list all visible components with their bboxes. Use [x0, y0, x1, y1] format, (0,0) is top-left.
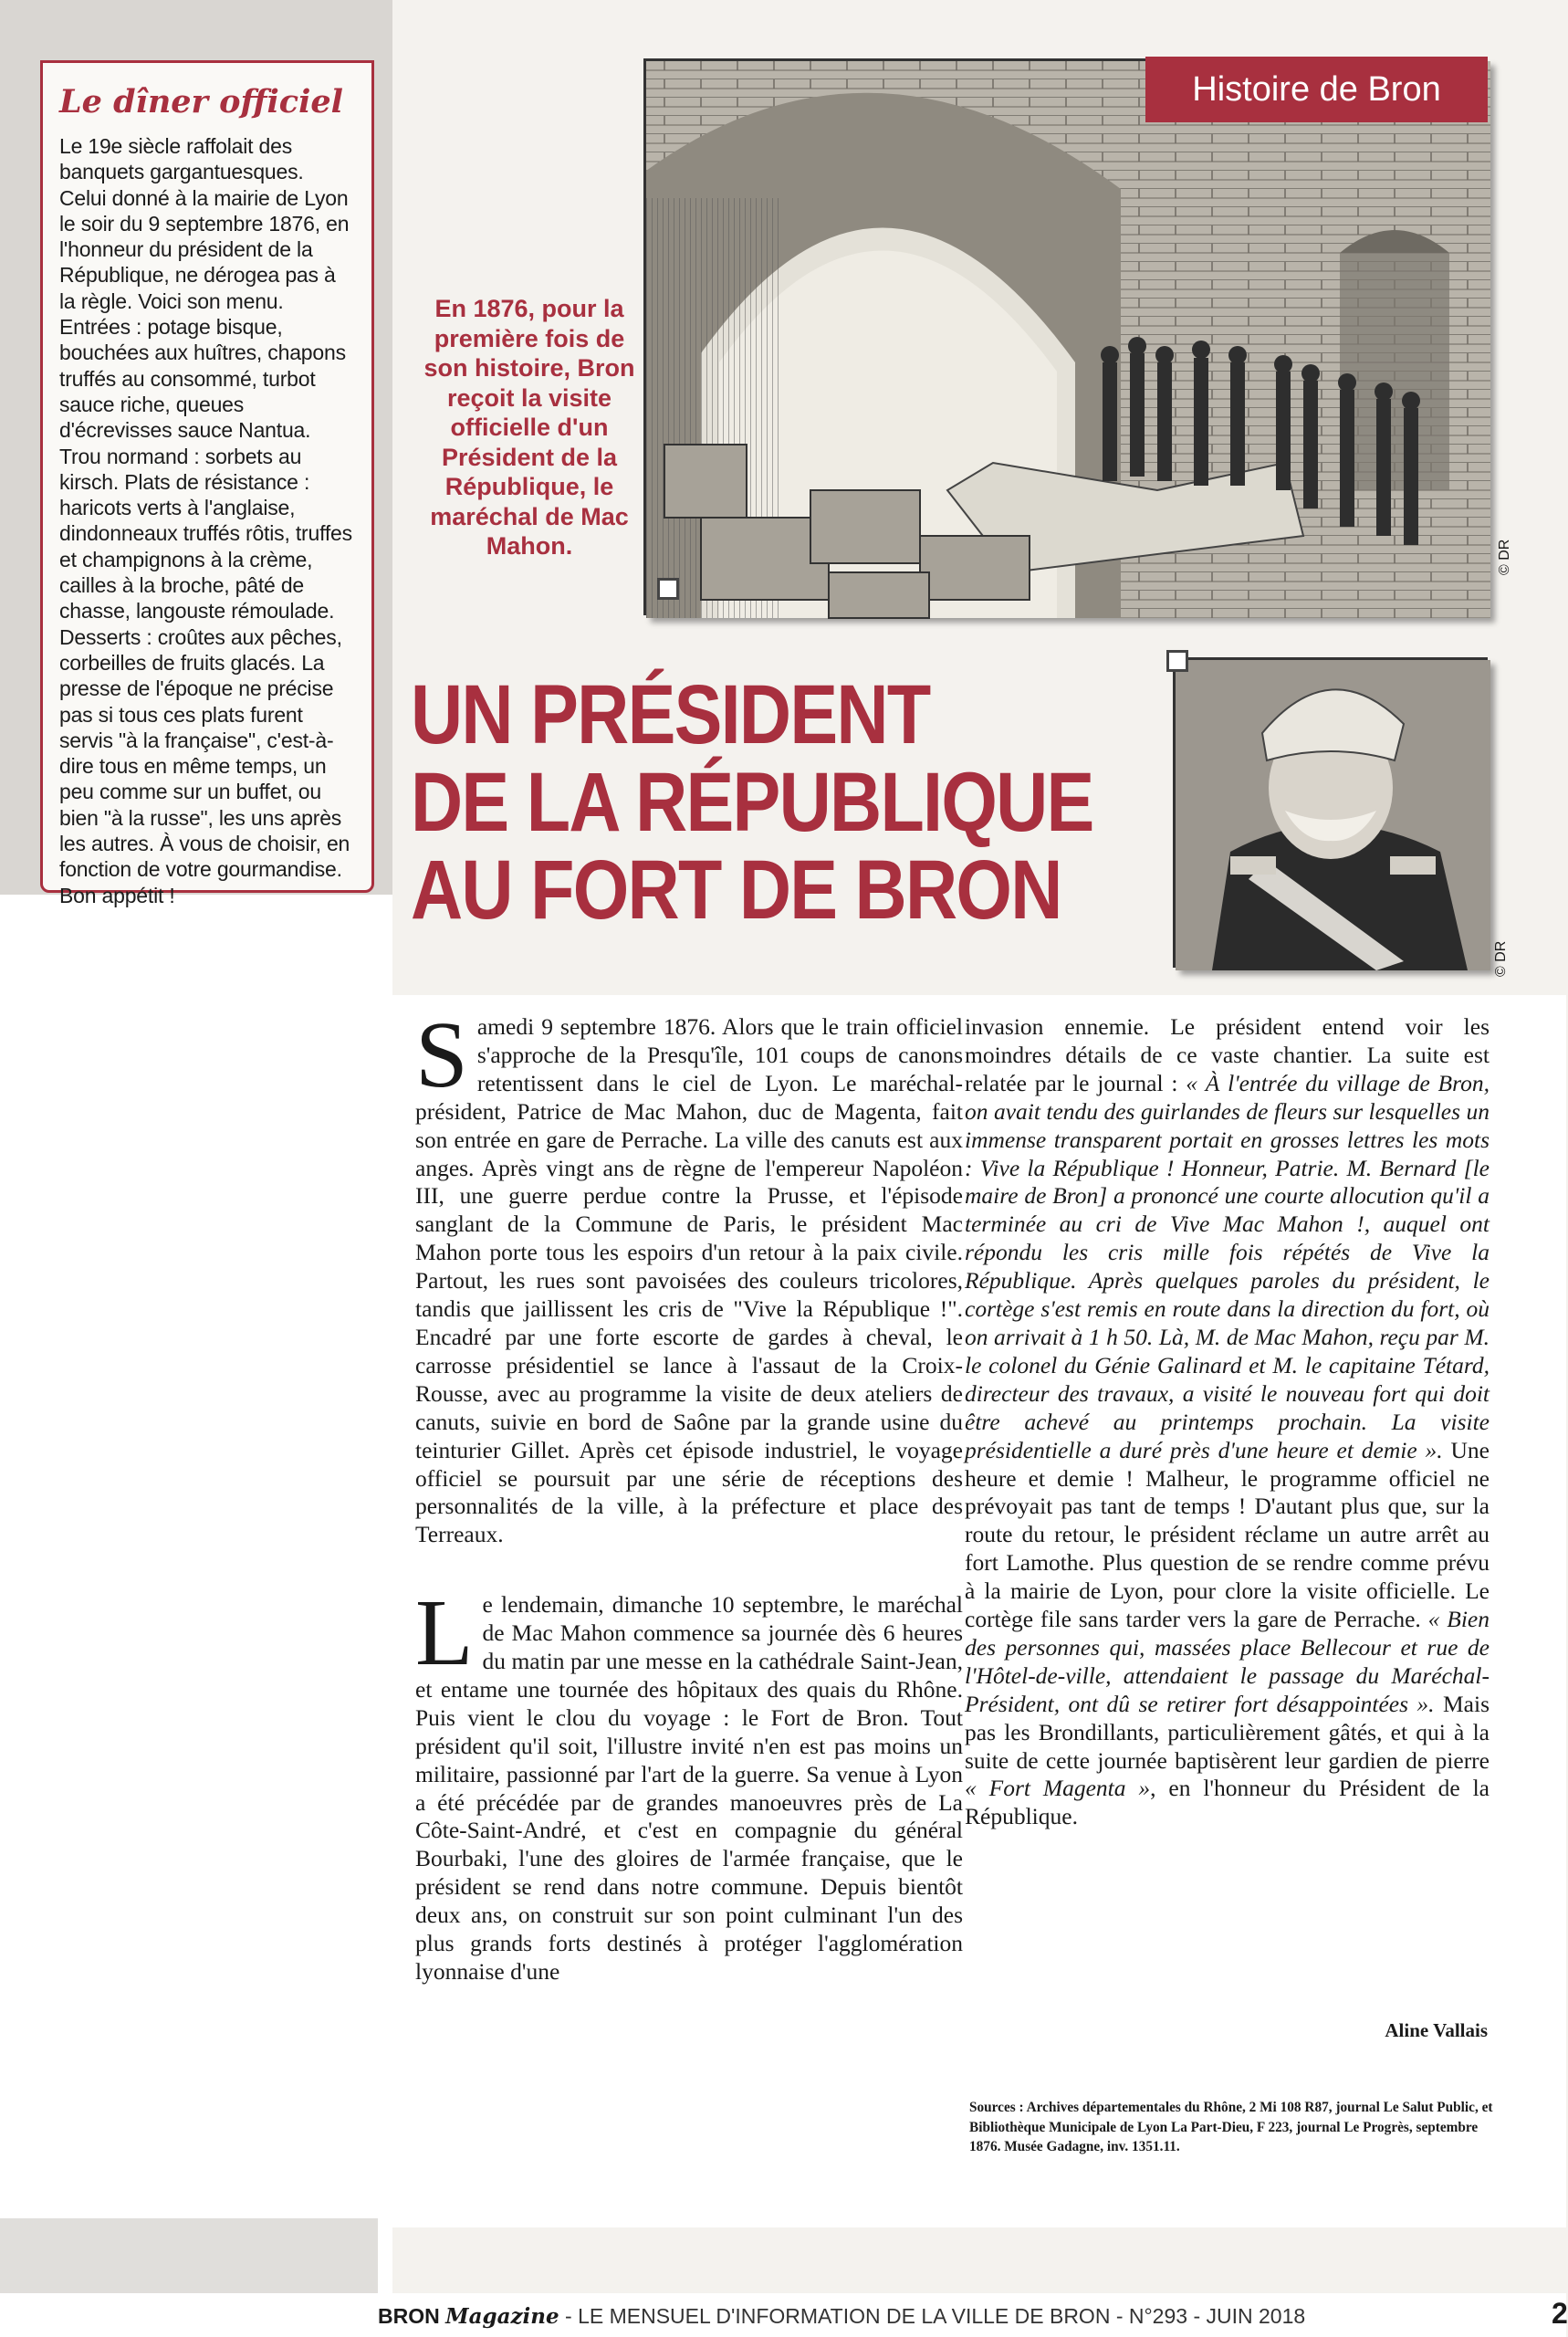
section-label: Histoire de Bron [1145, 57, 1488, 122]
quote: « Bien des personnes qui, massées place Bellecour et rue de l'Hôtel-de-ville, attendaient le passage du Maréchal-Président, ont dû se retirer fort désappointées ». [965, 1606, 1490, 1717]
page-number: 2 [1552, 2297, 1568, 2330]
author-name: Aline Vallais [1385, 2019, 1488, 2041]
mac-mahon-portrait [1173, 657, 1488, 968]
fort-engraving-image [643, 58, 1488, 615]
photo-credit: © DR [1493, 940, 1509, 977]
sidebar-box [40, 60, 374, 907]
sidebar-title: Le dîner officiel [59, 83, 343, 121]
left-lower-background [0, 895, 392, 2337]
drop-cap: L [415, 1580, 474, 1686]
article-column-2 [965, 1013, 1490, 1831]
photo-credit: © DR [1497, 539, 1512, 575]
footer-brand: BRON Magazine [378, 2304, 559, 2329]
headline-line: DE LA RÉPUBLIQUE [411, 756, 1093, 849]
sources-note: Sources : Archives départementales du Rhône, 2 Mi 108 R87, journal Le Salut Public, et Bibliothèque Municipale de Lyon La Part-Dieu, F 223, journal Le Progrès, septembre 1876. Musée Gadagne, inv. 1351.11. [969, 2100, 1493, 2154]
drop-cap: S [415, 1002, 468, 1107]
article-headline [411, 668, 1093, 937]
sidebar-text: Le 19e siècle raffolait des banquets gargantuesques. Celui donné à la mairie de Lyon le soir du 9 septembre 1876, en l'honneur du président de la République, ne dérogea pas à la règle. Voici son menu. Entrées : potage bisque, bouchées aux huîtres, chapons truffés au consommé, turbot sauce riche, queues d'écrevisses sauce Nantua. Trou normand : sorbets au kirsch. Plats de résistance : haricots verts à l'anglaise, dindonneaux truffés rôtis, truffes et champignons à la crème, cailles à la broche, pâté de chasse, langouste rémoulade. Desserts : croûtes aux pêches, corbeilles de fruits glacés. La presse de l'époque ne précise pas si tous ces plats furent servis "à la française", c'est-à-dire tous en même temps, un peu comme sur un buffet, ou bien "à la russe", les uns après les autres. À vous de choisir, en fonction de votre gourmandise. Bon appétit ! [59, 134, 352, 907]
footer-text: BRON Magazine - LE MENSUEL D'INFORMATION DE LA VILLE DE BRON - N°293 - JUIN 2018 [378, 2304, 1306, 2329]
engraving-illustration [646, 61, 1490, 618]
corner-ornament [1166, 650, 1188, 672]
portrait-illustration [1176, 660, 1490, 970]
article-column-1 [415, 1002, 963, 1986]
quote: « Fort Magenta » [965, 1775, 1151, 1802]
corner-ornament [657, 578, 679, 600]
paragraph: Samedi 9 septembre 1876. Alors que le train officiel s'approche de la Presqu'île, 101 coups de canons retentissent dans le ciel de Lyon. Le maréchal-président, Patrice de Mac Mahon, duc de Magenta, fait son entrée en gare de Perrache. La ville des canuts est aux anges. Après vingt ans de règne de l'empereur Napoléon III, une guerre perdue contre la Prusse, et l'épisode sanglant de la Commune de Paris, le président Mac Mahon porte tous les espoirs d'un retour à la paix civile. Partout, les rues sont pavoisées des couleurs tricolores, tandis que jaillissent les cris de "Vive la République !". Encadré par une forte escorte de gardes à cheval, le carrosse présidentiel se lance à l'assaut de la Croix-Rousse, avec au programme la visite de deux ateliers de canuts, suivie en bord de Saône par la grande usine du teinturier Gillet. Après cet épisode industriel, le voyage officiel se poursuit par une série de réceptions des personnalités de la ville, à la préfecture et place des Terreaux. [415, 1002, 963, 1548]
intro-text: En 1876, pour la première fois de son histoire, Bron reçoit la visite officielle d'un Président de la République, le maréchal de Mac Mahon. [423, 295, 635, 560]
paragraph: invasion ennemie. Le président entend voir les moindres détails de ce vaste chantier. La suite est relatée par le journal : « À l'entrée du village de Bron, on avait tendu des guirlandes de fleurs sur lesquelles un immense transparent portait en grosses lettres les mots : Vive la République ! Honneur, Patrie. M. Bernard [le maire de Bron] a prononcé une courte allocution qu'il a terminée au cri de Vive Mac Mahon !, auquel ont répondu les cris mille fois répétés de Vive la République. Après quelques paroles du président, le cortège s'est remis en route dans la direction du fort, où on arrivait à 1 h 50. Là, M. de Mac Mahon, reçu par M. le colonel du Génie Galinard et M. le capitaine Tétard, directeur des travaux, a visité le nouveau fort qui doit être achevé au printemps prochain. La visite présidentielle a duré près d'une heure et demie ». Une heure et demie ! Malheur, le programme officiel ne prévoyait pas tant de temps ! D'autant plus que, sur la route du retour, le président réclame un autre arrêt au fort Lamothe. Plus question de se rendre comme prévu à la mairie de Lyon, pour clore la visite officielle. Le cortège file sans tarder vers la gare de Perrache. « Bien des personnes qui, massées place Bellecour et rue de l'Hôtel-de-ville, attendaient le passage du Maréchal-Président, ont dû se retirer fort désappointées ». Mais pas les Brondillants, particulièrement gâtés, et qui à la suite de cette journée baptisèrent leur gardien de pierre « Fort Magenta », en l'honneur du Président de la République. [965, 1013, 1490, 1830]
quote: « À l'entrée du village de Bron, on avait tendu des guirlandes de fleurs sur lesquelles un immense transparent portait en grosses lettres les mots : Vive la République ! Honneur, Patrie. M. Bernard [le maire de Bron] a prononcé une courte allocution qu'il a terminée au cri de Vive Mac Mahon !, auquel ont répondu les cris mille fois répétés de Vive la République. Après quelques paroles du président, le cortège s'est remis en route dans la direction du fort, où on arrivait à 1 h 50. Là, M. de Mac Mahon, reçu par M. le colonel du Génie Galinard et M. le capitaine Tétard, directeur des travaux, a visité le nouveau fort qui doit être achevé au printemps prochain. La visite présidentielle a duré près d'une heure et demie ». [965, 1069, 1490, 1463]
headline-line: UN PRÉSIDENT [411, 668, 930, 761]
paragraph: Le lendemain, dimanche 10 septembre, le maréchal de Mac Mahon commence sa journée dès 6 heures du matin par une messe en la cathédrale Saint-Jean, et entame une tournée des hôpitaux des quais du Rhône. Puis vient le clou du voyage : le Fort de Bron. Tout président qu'il soit, l'illustre invité n'en est pas moins un militaire, passionné par l'art de la guerre. Sa venue à Lyon a été précédée par de grandes manoeuvres près de La Côte-Saint-André, et c'est en compagnie du général Bourbaki, l'une des gloires de l'armée française, que le président se rend dans notre commune. Depuis bientôt deux ans, on construit sur son point culminant l'un des plus grands forts destinés à protéger l'agglomération lyonnaise d'une [415, 1580, 963, 1985]
headline-line: AU FORT DE BRON [411, 844, 1061, 937]
